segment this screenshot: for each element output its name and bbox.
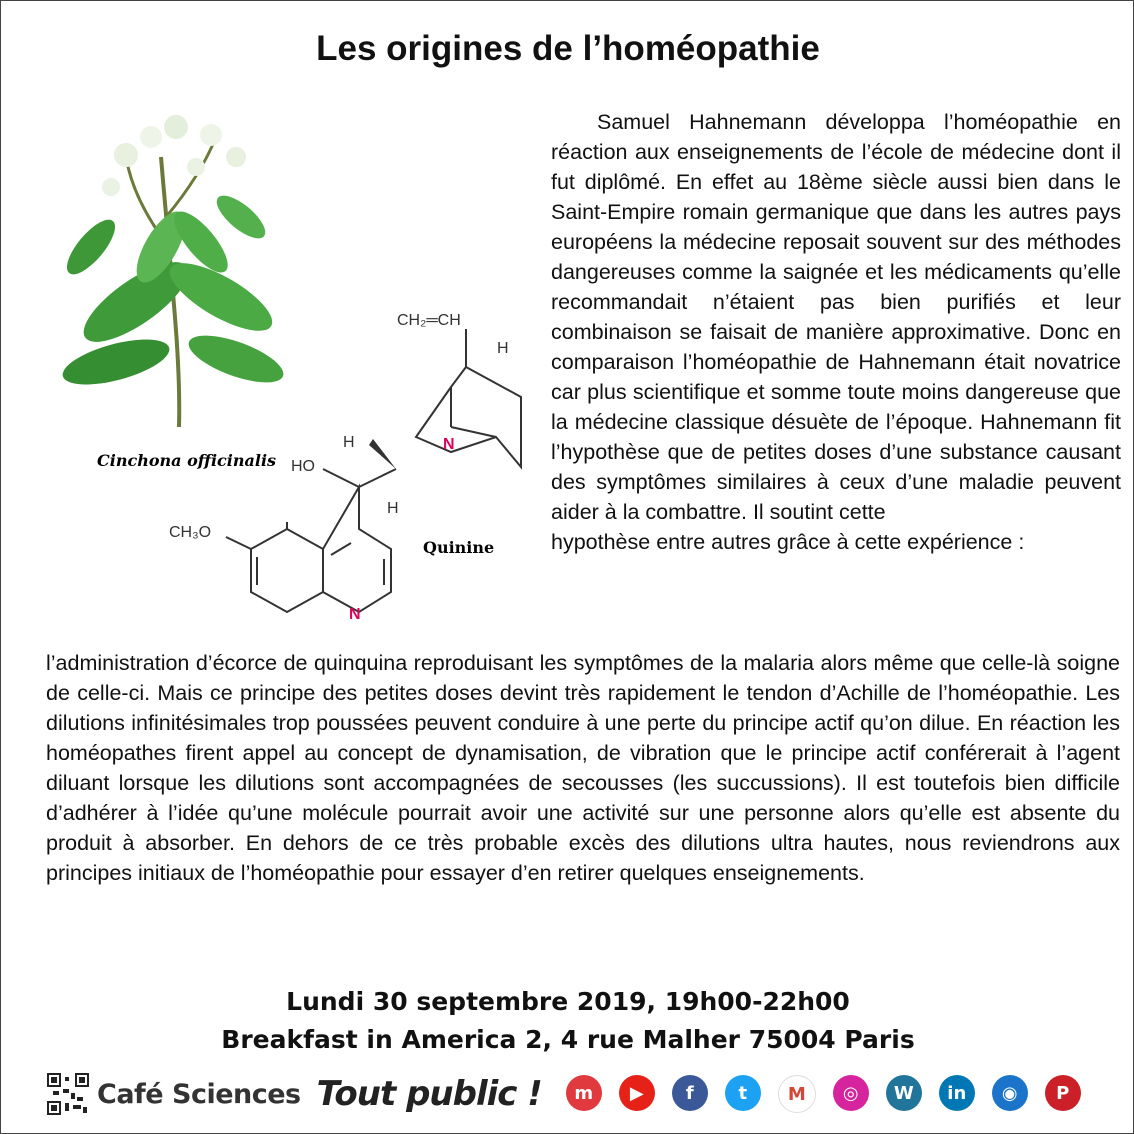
atom-h1: H bbox=[497, 340, 509, 357]
page-title: Les origines de l’homéopathie bbox=[316, 29, 820, 68]
footer bbox=[47, 1069, 1097, 1119]
event-place: Breakfast in America 2, 4 rue Malher 75004 Paris bbox=[221, 1025, 915, 1054]
social-links bbox=[566, 1075, 1081, 1113]
wordpress-icon[interactable]: W bbox=[886, 1075, 922, 1111]
meetup-alt-icon[interactable]: ◉ bbox=[992, 1075, 1028, 1111]
qr-code-icon[interactable] bbox=[47, 1073, 89, 1115]
atom-h2: H bbox=[343, 434, 355, 451]
instagram-icon[interactable]: ◎ bbox=[833, 1075, 869, 1111]
pinterest-icon[interactable]: P bbox=[1045, 1075, 1081, 1111]
plant-label: Cinchona officinalis bbox=[97, 451, 277, 470]
meetup-icon[interactable]: m bbox=[566, 1075, 602, 1111]
intro-column-text bbox=[551, 107, 1121, 557]
event-date: Lundi 30 septembre 2019, 19h00-22h00 bbox=[286, 987, 850, 1016]
atom-h3: H bbox=[387, 500, 399, 517]
atom-n2: N bbox=[349, 606, 361, 623]
illustration bbox=[51, 97, 551, 637]
atom-methoxy: CH₃O bbox=[169, 524, 212, 541]
body-paragraph: l’administration d’écorce de quinquina reproduisant les symptômes de la malaria alors même que celle-là soigne de celle-ci. Mais ce principe des petites doses devint très rapidement le tendon d’Achille de l’homéopathie. Les dilutions infinitésimales trop poussées peuvent conduire à une perte du principe actif qu’on dilue. En réaction les homéopathes firent appel au concept de dynamisation, de vibration que le principe actif conférerait à l’agent diluant lorsque les dilutions sont accompagnées de secousses (les succussions). Il est toutefois bien difficile d’adhérer à l’idée qu’une molécule pourrait avoir une activité sur une personne alors qu’elle est absente du produit à absorber. En dehors de ce très probable excès des dilutions ultra hautes, nous reviendrons aux principes initiaux de l’homéopathie pour essayer d’en retirer quelques enseignements. bbox=[46, 651, 1120, 885]
youtube-icon[interactable]: ▶ bbox=[619, 1075, 655, 1111]
brand-tagline: Tout public ! bbox=[316, 1074, 542, 1114]
brand-name: Café Sciences bbox=[97, 1078, 301, 1110]
molecule-label: Quinine bbox=[423, 538, 495, 557]
linkedin-icon[interactable]: in bbox=[939, 1075, 975, 1111]
cinchona-plant-image bbox=[58, 115, 289, 427]
event-info bbox=[1, 983, 1134, 1059]
atom-vinyl: CH₂═CH bbox=[397, 312, 461, 329]
intro-last-line: hypothèse entre autres grâce à cette expérience : bbox=[551, 530, 1025, 554]
atom-ho: HO bbox=[291, 458, 315, 475]
facebook-icon[interactable]: f bbox=[672, 1075, 708, 1111]
gmail-icon[interactable]: M bbox=[778, 1075, 816, 1113]
twitter-icon[interactable]: t bbox=[725, 1075, 761, 1111]
atom-n1: N bbox=[443, 436, 455, 453]
intro-paragraph: Samuel Hahnemann développa l’homéopathie en réaction aux enseignements de l’école de médecine dont il fut diplômé. En effet au 18ème siècle aussi bien dans le Saint-Empire romain germanique que dans les autres pays européens la médecine reposait souvent sur des méthodes dangereuses comme la saignée et les médicaments qu’elle recommandait n’étaient pas bien purifiés et leur combinaison se faisait de manière approximative. Donc en comparaison l’homéopathie de Hahnemann était novatrice car plus scientifique et somme toute moins dangereuse que la médecine classique désuète de l’époque. Hahnemann fit l’hypothèse que de petites doses d’une substance causant des symptômes similaires à ceux d’une maladie peuvent aider à la combattre. Il soutint cette bbox=[551, 110, 1121, 524]
